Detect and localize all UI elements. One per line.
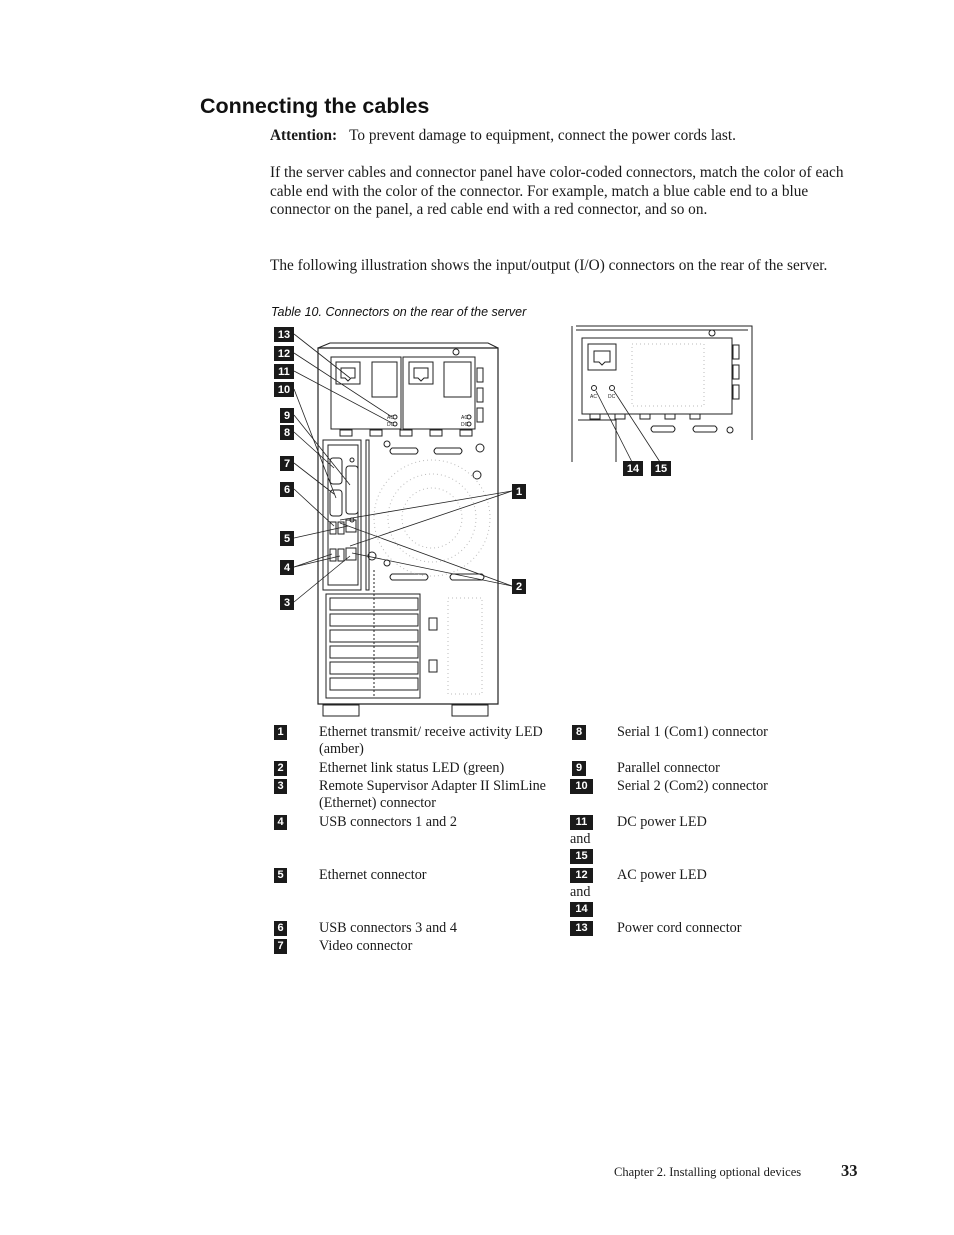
callout-15: 15: [654, 463, 668, 475]
callout-6: 6: [283, 484, 291, 496]
legend-text: Ethernet link status LED (green): [319, 760, 505, 776]
legend-badge: 4: [274, 815, 287, 830]
callout-3: 3: [283, 597, 291, 609]
legend-badge: 1: [274, 725, 287, 740]
legend-badge: 2: [274, 761, 287, 776]
legend-text: Power cord connector: [617, 920, 742, 936]
detail-ac-label: AC: [590, 394, 597, 400]
legend-badge: 3: [274, 779, 287, 794]
legend-joiner: and: [570, 831, 591, 847]
legend-badge: 15: [570, 849, 593, 864]
legend-text: Serial 2 (Com2) connector: [617, 778, 768, 794]
legend-text: USB connectors 1 and 2: [319, 814, 457, 830]
psu2-dc-label: DC: [461, 422, 469, 428]
legend-badge: 11: [570, 815, 593, 830]
attention-label: Attention:: [270, 127, 338, 144]
legend-text: Ethernet connector: [319, 867, 427, 883]
callout-11: 11: [278, 366, 290, 378]
legend-badge: 5: [274, 868, 287, 883]
callout-5: 5: [283, 533, 291, 545]
legend-badge: 7: [274, 939, 287, 954]
legend-text: Remote Supervisor Adapter II SlimLine (Ethernet) connector: [319, 778, 546, 811]
page-title: Connecting the cables: [200, 94, 430, 118]
legend-joiner: and: [570, 884, 591, 900]
psu1-dc-label: DC: [387, 422, 395, 428]
legend-text: Video connector: [319, 938, 413, 954]
callout-9: 9: [283, 410, 291, 422]
legend-text: AC power LED: [617, 867, 707, 883]
callout-7: 7: [283, 458, 291, 470]
legend-text: USB connectors 3 and 4: [319, 920, 457, 936]
callout-13: 13: [277, 329, 291, 341]
legend-badge: 6: [274, 921, 287, 936]
legend-text: Parallel connector: [617, 760, 720, 776]
footer-chapter: Chapter 2. Installing optional devices: [614, 1165, 802, 1179]
legend-badge: 10: [570, 779, 593, 794]
callout-14: 14: [626, 463, 640, 475]
callout-1: 1: [515, 486, 523, 498]
callout-10: 10: [277, 384, 291, 396]
psu2-ac-label: AC: [461, 415, 468, 421]
legend-badge: 14: [570, 902, 593, 917]
page-number: 33: [841, 1161, 858, 1180]
legend-badge: 12: [570, 868, 593, 883]
legend-badge: 8: [572, 725, 586, 740]
legend-badge: 13: [570, 921, 593, 936]
callout-2: 2: [515, 581, 523, 593]
legend-text: DC power LED: [617, 814, 707, 830]
table-caption: Table 10. Connectors on the rear of the server: [271, 305, 527, 319]
callout-12: 12: [277, 348, 291, 360]
callout-4: 4: [283, 562, 291, 574]
legend-text: Serial 1 (Com1) connector: [617, 724, 768, 740]
legend-text: Ethernet transmit/ receive activity LED (amber): [319, 724, 543, 757]
detail-dc-label: DC: [608, 394, 616, 400]
legend-badge: 9: [572, 761, 586, 776]
attention-text: To prevent damage to equipment, connect the power cords last.: [349, 127, 736, 144]
psu1-ac-label: AC: [387, 415, 394, 421]
illustration-intro-paragraph: The following illustration shows the input/output (I/O) connectors on the rear of the server.: [270, 257, 828, 274]
color-coding-paragraph: If the server cables and connector panel have color-coded connectors, match the color of each cable end with the color of the connector. For example, match a blue cable end to a blue connector on the panel, a red cable end with a red connector, and so on.: [270, 164, 844, 219]
callout-8: 8: [283, 427, 291, 439]
